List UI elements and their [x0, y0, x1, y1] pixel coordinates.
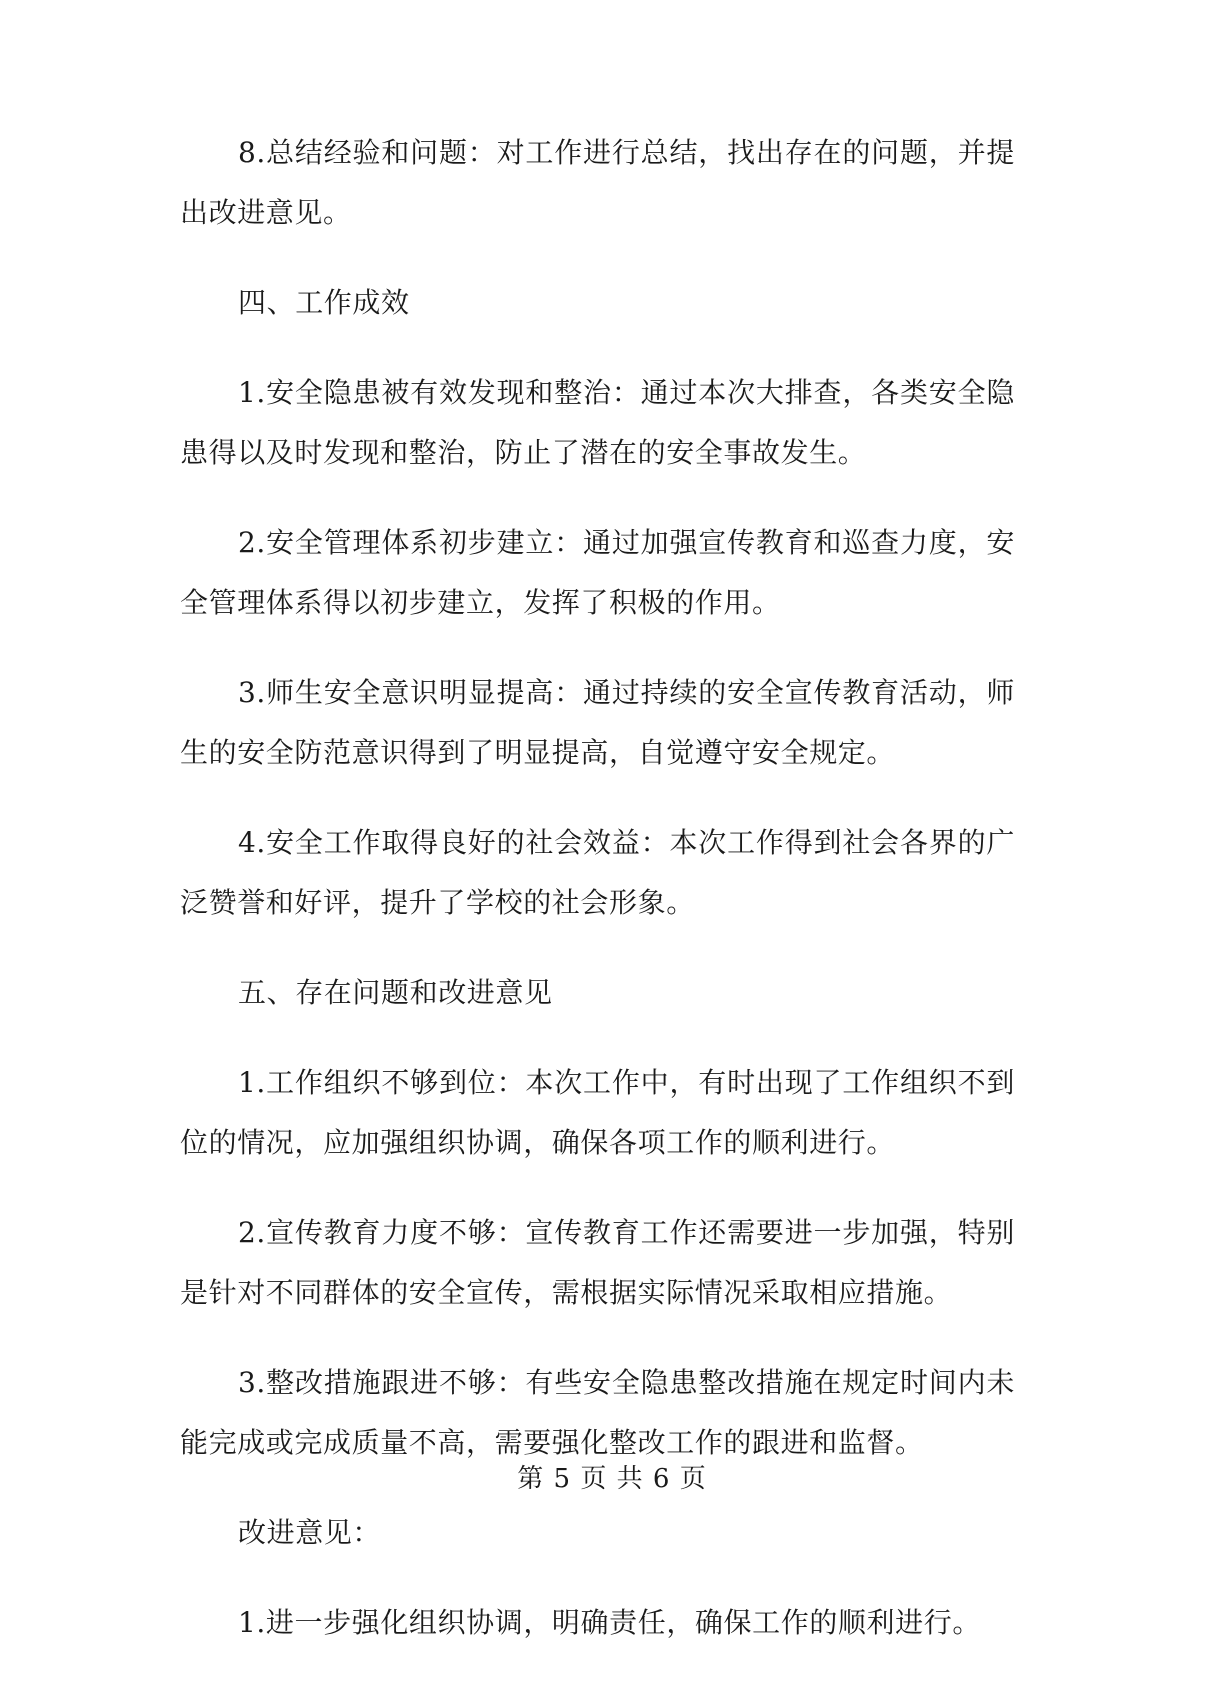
section-heading-problems: 五、存在问题和改进意见: [238, 976, 553, 1009]
paragraph-improvement-1: 1.进一步强化组织协调，明确责任，确保工作的顺利进行。: [238, 1606, 981, 1639]
paragraph-result-1: 1.安全隐患被有效发现和整治：通过本次大排查，各类安全隐患得以及时发现和整治，防止了潜在的安全事故发生。: [180, 376, 1015, 469]
subheading-improvements: 改进意见：: [238, 1516, 382, 1549]
paragraph-result-2: 2.安全管理体系初步建立：通过加强宣传教育和巡查力度，安全管理体系得以初步建立，发挥了积极的作用。: [180, 526, 1015, 619]
document-body: [180, 123, 1015, 1683]
paragraph-result-3: 3.师生安全意识明显提高：通过持续的安全宣传教育活动，师生的安全防范意识得到了明显提高，自觉遵守安全规定。: [180, 676, 1015, 769]
paragraph-summary-item-8: 8.总结经验和问题：对工作进行总结，找出存在的问题，并提出改进意见。: [180, 136, 1015, 229]
page-number-footer: 第 5 页 共 6 页: [517, 1464, 707, 1494]
section-heading-results: 四、工作成效: [238, 286, 410, 319]
paragraph-result-4: 4.安全工作取得良好的社会效益：本次工作得到社会各界的广泛赞誉和好评，提升了学校的社会形象。: [180, 826, 1015, 919]
paragraph-problem-2: 2.宣传教育力度不够：宣传教育工作还需要进一步加强，特别是针对不同群体的安全宣传，需根据实际情况采取相应措施。: [180, 1216, 1015, 1309]
paragraph-problem-1: 1.工作组织不够到位：本次工作中，有时出现了工作组织不到位的情况，应加强组织协调，确保各项工作的顺利进行。: [180, 1066, 1015, 1159]
paragraph-problem-3: 3.整改措施跟进不够：有些安全隐患整改措施在规定时间内未能完成或完成质量不高，需要强化整改工作的跟进和监督。: [180, 1366, 1015, 1459]
